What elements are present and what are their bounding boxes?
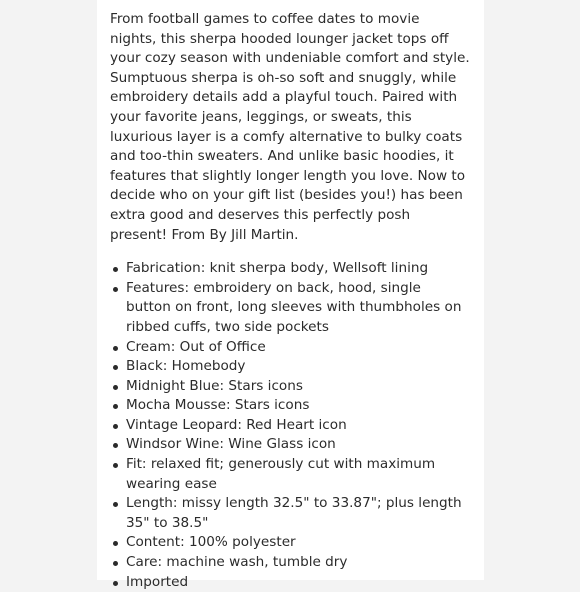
product-description: From football games to coffee dates to movie nights, this sherpa hooded lounger jacket tops off your cozy season with undeniable comfort and style. Sumptuous sherpa is oh-so soft and snuggly, while embroidery details add a playful touch. Paired with your favorite jeans, leggings, or sweats, this luxurious layer is a comfy alternative to bulky coats and too-thin sweaters. And unlike basic hoodies, it features that slightly longer length you love. Now to decide who on your gift list (besides you!) has been extra good and deserves this perfectly posh present! From By Jill Martin.	[110, 11, 470, 243]
feature-imported: Imported	[126, 573, 470, 592]
feature-color-midnight-blue: Midnight Blue: Stars icons	[126, 377, 470, 397]
feature-features: Features: embroidery on back, hood, single button on front, long sleeves with thumbholes on ribbed cuffs, two side pockets	[126, 279, 470, 338]
feature-fabrication: Fabrication: knit sherpa body, Wellsoft lining	[126, 259, 470, 279]
feature-fit: Fit: relaxed fit; generously cut with maximum wearing ease	[126, 455, 470, 494]
product-description-card	[97, 0, 484, 590]
feature-care: Care: machine wash, tumble dry	[126, 553, 470, 573]
feature-color-vintage-leopard: Vintage Leopard: Red Heart icon	[126, 416, 470, 436]
feature-content: Content: 100% polyester	[126, 533, 470, 553]
feature-color-windsor-wine: Windsor Wine: Wine Glass icon	[126, 435, 470, 455]
feature-color-black: Black: Homebody	[126, 357, 470, 377]
feature-color-cream: Cream: Out of Office	[126, 338, 470, 358]
feature-length: Length: missy length 32.5" to 33.87"; plus length 35" to 38.5"	[126, 494, 470, 533]
feature-list	[110, 259, 470, 592]
feature-color-mocha-mousse: Mocha Mousse: Stars icons	[126, 396, 470, 416]
